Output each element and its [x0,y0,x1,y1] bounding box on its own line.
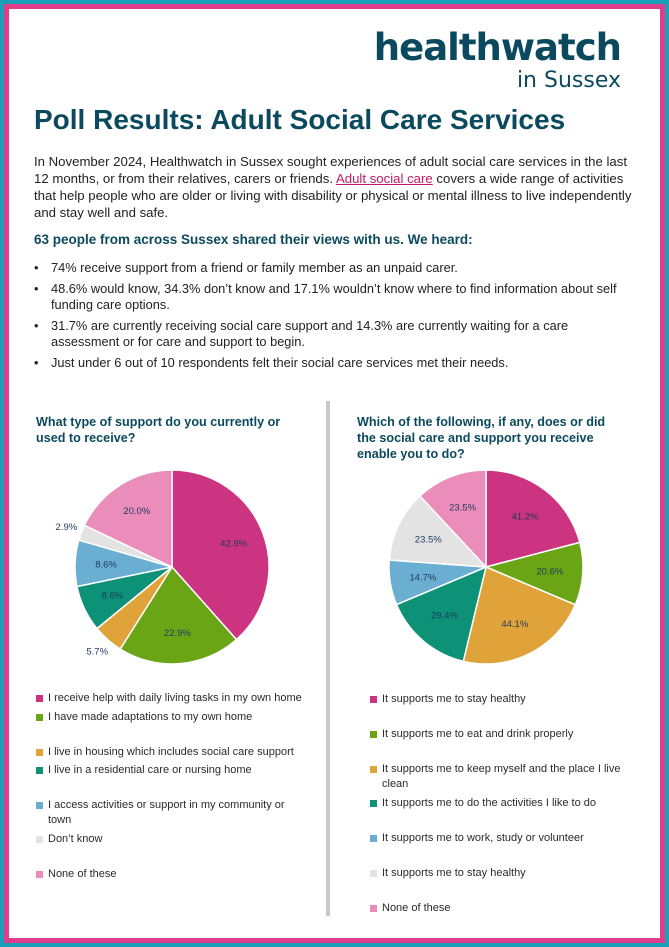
legend-swatch [36,695,43,702]
legend-label: It supports me to do the activities I like to do [382,797,596,809]
finding-item: • 74% receive support from a friend or family member as an unpaid carer. [34,260,634,276]
legend-item [36,798,306,828]
legend-swatch [370,835,377,842]
legend-swatch [370,696,377,703]
chart1-title: What type of support do you currently or used to receive? [36,415,281,445]
summary-lead: 63 people from across Sussex shared their views with us. We heard: [34,232,473,247]
legend-label: I live in housing which includes social care support [48,746,294,758]
slice-label: 22.9% [163,627,191,639]
healthwatch-logo[interactable] [374,28,621,94]
legend-item [370,727,640,742]
slice-label: 23.5% [414,534,442,546]
legend-label: It supports me to stay healthy [382,867,526,879]
legend-label: It supports me to eat and drink properly [382,728,574,740]
legend-label: None of these [48,868,117,880]
chart2-legend [370,692,640,916]
finding-item: • 31.7% are currently receiving social care support and 14.3% are currently waiting for a care assessment or for care and support to begin. [34,318,634,350]
chart1-pie [40,460,290,680]
column-divider [326,401,330,916]
findings-list [34,260,634,376]
legend-swatch [36,714,43,721]
legend-swatch [370,800,377,807]
legend-swatch [370,905,377,912]
legend-label: None of these [382,902,451,914]
intro-text-start: In November 2024, Healthwatch in Sussex sought experiences of adult social care services in the last 12 months, or from their relatives, carers or friends. [34,154,628,186]
legend-label: I receive help with daily living tasks in my own home [48,692,302,704]
legend-item [36,867,306,882]
legend-item [36,745,306,760]
finding-item: • 48.6% would know, 34.3% don’t know and 17.1% wouldn’t know where to find information about self funding care options. [34,281,634,313]
legend-item [370,831,640,846]
legend-swatch [36,871,43,878]
legend-item [370,866,640,881]
legend-item [370,901,640,916]
slice-label: 8.6% [95,559,117,571]
legend-item [36,832,306,847]
legend-swatch [36,749,43,756]
slice-label: 23.5% [449,502,477,514]
legend-label: I have made adaptations to my own home [48,711,253,723]
slice-label: 8.6% [101,590,124,602]
legend-item [36,763,306,778]
slice-label: 5.7% [86,646,109,658]
legend-item [370,762,640,792]
legend-swatch [36,767,43,774]
intro-text-end: covers a wide range of activities that help people who are older or living with disability or physical or mental illness to live independently and stay well and safe. [34,171,632,220]
legend-label: I live in a residential care or nursing home [48,764,252,776]
legend-label: I access activities or support in my community or town [48,799,285,826]
slice-label: 20.0% [123,506,151,518]
legend-swatch [36,836,43,843]
logo-wordmark: healthwatch [373,26,621,69]
slice-label: 42.9% [220,538,248,550]
legend-item [36,691,306,706]
legend-item [370,796,640,811]
finding-item: • Just under 6 out of 10 respondents felt their social care services met their needs. [34,355,634,371]
legend-swatch [370,731,377,738]
slice-label: 20.6% [536,566,564,578]
logo-region: in Sussex [516,68,621,93]
legend-swatch [370,870,377,877]
legend-item [36,710,306,725]
chart1-legend [36,691,306,882]
slice-label: 41.2% [511,511,539,523]
slice-label: 29.4% [431,610,459,622]
adult-social-care-link[interactable]: Adult social care [335,171,433,186]
legend-swatch [36,802,43,809]
chart2-pie [360,460,610,680]
slice-label: 14.7% [409,572,437,584]
intro-paragraph [34,153,644,221]
legend-swatch [370,766,377,773]
legend-label: Don’t know [48,833,103,845]
legend-label: It supports me to stay healthy [382,693,526,705]
slice-label: 2.9% [55,521,78,533]
legend-label: It supports me to keep myself and the place I live clean [382,763,621,790]
page-title: Poll Results: Adult Social Care Services [34,104,566,135]
slice-label: 44.1% [501,619,529,631]
chart2-title: Which of the following, if any, does or did the social care and support you receive enable you to do? [357,415,606,461]
legend-label: It supports me to work, study or volunteer [382,832,584,844]
legend-item [370,692,640,707]
